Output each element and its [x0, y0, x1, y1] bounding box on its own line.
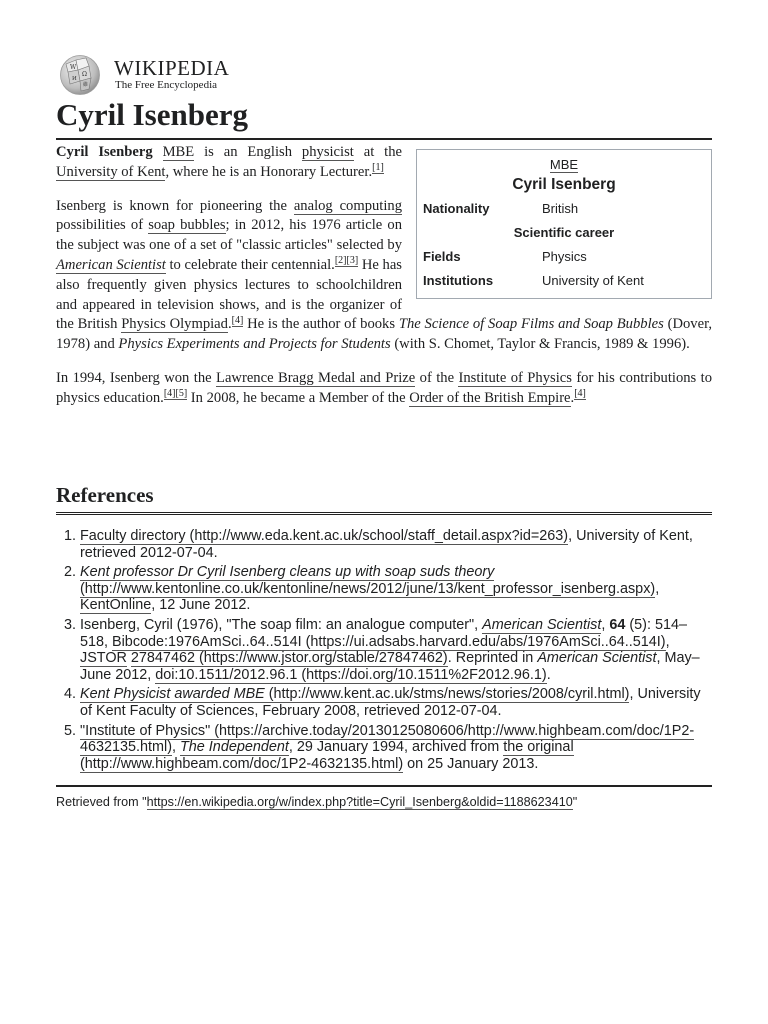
article-body: [56, 143, 712, 423]
text: Isenberg, Cyril (1976), "The soap film: an analogue computer",: [80, 616, 483, 633]
reference-item: [80, 528, 712, 561]
svg-text:W: W: [70, 64, 77, 71]
infobox-value: University of Kent: [542, 273, 644, 288]
citation: [164, 388, 176, 400]
text: (http://www.kent.ac.uk/stms/news/stories/2008/cyril.html): [264, 686, 630, 703]
order-british-empire-link[interactable]: Order of the British Empire: [409, 389, 571, 406]
svg-text:維: 維: [83, 82, 89, 88]
citation-link[interactable]: [5]: [175, 387, 188, 399]
reference-link[interactable]: Faculty directory (http://www.eda.kent.ac.uk/school/staff_detail.aspx?id=263): [80, 528, 569, 544]
text: Retrieved from ": [56, 795, 147, 809]
reference-item: [80, 617, 712, 683]
volume-number: 64: [609, 616, 626, 633]
italic-text: The Independent: [180, 739, 289, 756]
citation: [232, 315, 244, 327]
reference-item: [80, 686, 712, 719]
independent-link[interactable]: [180, 739, 289, 756]
analog-computing-link[interactable]: analog computing: [293, 197, 402, 214]
text: at the: [353, 144, 402, 160]
subject-name: Cyril Isenberg: [56, 144, 153, 160]
doi-link[interactable]: doi:10.1511/2012.96.1 (https://doi.org/10.1511%2F2012.96.1): [155, 666, 547, 683]
svg-text:Ω: Ω: [82, 71, 87, 78]
references-heading: References: [56, 482, 712, 515]
university-of-kent-link[interactable]: University of Kent: [56, 163, 166, 180]
book-title: Physics Experiments and Projects for Students: [118, 336, 391, 353]
bibcode-link[interactable]: Bibcode:1976AmSci..64..514I (https://ui.adsabs.harvard.edu/abs/1976AmSci..64..514I): [112, 633, 666, 650]
infobox-section-header: Scientific career: [513, 225, 615, 240]
book-title: The Science of Soap Films and Soap Bubbles: [398, 316, 664, 333]
infobox-title: Cyril Isenberg: [512, 176, 616, 193]
mbe-link[interactable]: MBE: [162, 144, 195, 160]
text: , 12 June 2012.: [151, 597, 251, 614]
physicist-link[interactable]: physicist: [301, 144, 354, 160]
reference-link[interactable]: "Institute of Physics" (https://archive.today/20130125080606/http://www.highbeam.com/doc/1P2-4632135.html): [80, 722, 695, 756]
infobox-value: Physics: [542, 249, 587, 264]
reference-link[interactable]: [80, 686, 629, 703]
original-link[interactable]: the original (http://www.highbeam.com/doc/1P2-4632135.html): [80, 739, 574, 772]
text: (Dover, 1978) and: [56, 316, 712, 353]
text: .: [570, 389, 575, 406]
text: (5): 514–518,: [80, 616, 687, 650]
text: , 29 January 1994, archived from: [288, 739, 504, 756]
wikipedia-logo[interactable]: [56, 54, 356, 98]
citation-link[interactable]: [3]: [346, 255, 359, 267]
citation: [175, 388, 187, 400]
infobox-row-fields: [423, 248, 705, 266]
citation-link[interactable]: [1]: [372, 161, 384, 173]
text: to celebrate their centennial.: [165, 256, 335, 273]
infobox-label: Nationality: [423, 201, 490, 216]
retrieved-from: [56, 795, 577, 809]
text: , University of Kent Faculty of Sciences, February 2008, retrieved 2012-07-04.: [80, 686, 701, 719]
jstor-link[interactable]: JSTOR: [80, 650, 127, 667]
infobox-row-nationality: [423, 200, 705, 218]
page-title: Cyril Isenberg: [56, 96, 712, 140]
text: (http://www.kentonline.co.uk/kentonline/news/2012/june/13/kent_professor_isenberg.aspx): [80, 580, 656, 597]
text: He has also frequently given physics lectures to schoolchildren and appeared in television shows, and is the organizer of the British: [56, 256, 402, 333]
svg-text:И: И: [72, 76, 77, 82]
infobox-value: British: [542, 201, 579, 216]
reference-link[interactable]: [80, 564, 655, 598]
text: .: [546, 666, 551, 683]
text: ": [572, 795, 578, 809]
text: In 1994, Isenberg won the: [56, 369, 217, 386]
infobox-row-institutions: [423, 272, 705, 290]
text: ,: [601, 616, 610, 633]
citation-link[interactable]: [4]: [574, 387, 586, 399]
text: , University of Kent, retrieved 2012-07-04.: [80, 528, 693, 561]
infobox-mbe-link[interactable]: MBE: [549, 157, 579, 172]
bragg-medal-link[interactable]: Lawrence Bragg Medal and Prize: [216, 369, 416, 386]
reference-item: [80, 723, 712, 773]
institute-of-physics-link[interactable]: Institute of Physics: [458, 369, 572, 386]
text: He is the author of books: [243, 316, 399, 333]
text: .: [227, 316, 232, 333]
references-list: [56, 528, 712, 787]
text: possibilities of: [56, 217, 149, 234]
text: of the: [415, 369, 459, 386]
text: ,: [655, 580, 660, 597]
citation: [574, 388, 586, 400]
physics-olympiad-link[interactable]: Physics Olympiad: [121, 316, 228, 333]
text: ,: [172, 739, 181, 756]
text: ; in 2012, his 1976 article on the subject was one of a set of "classic articles" selected by: [56, 217, 402, 254]
wordmark: WIKIPEDIA: [114, 56, 230, 80]
soap-bubbles-link[interactable]: soap bubbles: [148, 217, 226, 234]
citation-link[interactable]: [2]: [334, 255, 347, 267]
citation: [372, 162, 384, 174]
text: (with S. Chomet, Taylor & Francis, 1989 & 1996).: [390, 336, 690, 353]
infobox-label: Fields: [423, 249, 461, 264]
text: , where he is an Honorary Lecturer.: [165, 163, 373, 180]
text: is an English: [194, 144, 302, 160]
wikipedia-globe-icon: [56, 54, 104, 96]
reference-item: [80, 564, 712, 614]
italic-text: American Scientist: [56, 256, 166, 273]
citation: [335, 255, 347, 267]
italic-text: Kent professor Dr Cyril Isenberg cleans up with soap suds theory: [80, 564, 495, 581]
text: , May–June 2012,: [80, 650, 700, 683]
tagline: The Free Encyclopedia: [115, 79, 218, 91]
text: for his contributions to physics education.: [56, 369, 712, 406]
citation-link[interactable]: [4]: [231, 314, 244, 326]
italic-text: American Scientist: [482, 616, 602, 633]
text: In 2008, he became a Member of the: [187, 389, 410, 406]
permanent-link[interactable]: https://en.wikipedia.org/w/index.php?title=Cyril_Isenberg&oldid=1188623410: [146, 795, 573, 809]
citation-link[interactable]: [4]: [163, 387, 176, 399]
jstor-id-link[interactable]: 27847462 (https://www.jstor.org/stable/27847462): [130, 650, 448, 667]
citation: [347, 255, 359, 267]
journal-link[interactable]: [482, 617, 601, 634]
paragraph-awards: [56, 369, 712, 409]
infobox: [416, 149, 712, 299]
text: on 25 January 2013.: [403, 755, 539, 772]
italic-text: Kent Physicist awarded MBE: [80, 686, 265, 703]
infobox-honorific: [423, 156, 705, 174]
italic-text: American Scientist: [537, 650, 657, 667]
kentonline-link[interactable]: KentOnline: [80, 597, 152, 614]
infobox-label: Institutions: [423, 273, 494, 288]
text: Isenberg is known for pioneering the: [56, 197, 294, 214]
text: . Reprinted in: [447, 650, 538, 667]
american-scientist-link[interactable]: [56, 257, 166, 274]
text: ,: [665, 633, 670, 650]
